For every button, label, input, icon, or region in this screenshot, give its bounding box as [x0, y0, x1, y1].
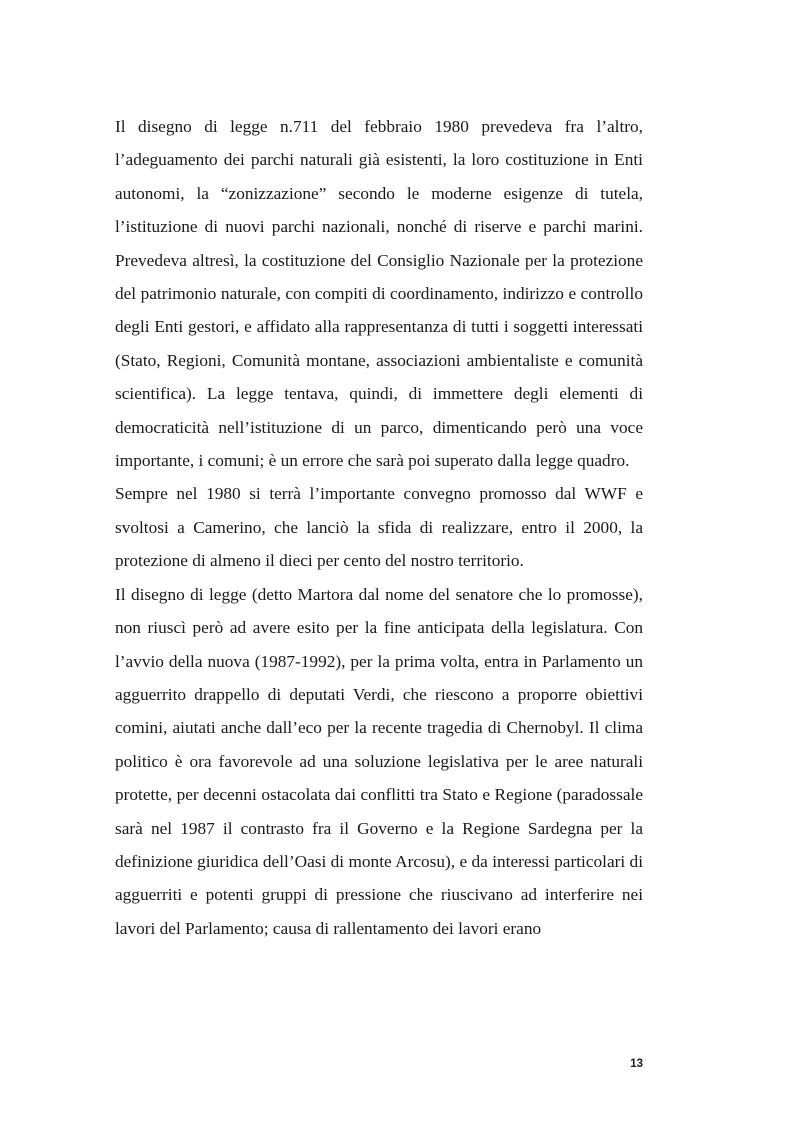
paragraph-2: Sempre nel 1980 si terrà l’importante convegno promosso dal WWF e svoltosi a Camerino, che lanciò la sfida di realizzare, entro il 2000, la protezione di almeno il dieci per cento del nostro territorio. [115, 484, 643, 571]
paragraph-1: Il disegno di legge n.711 del febbraio 1980 prevedeva fra l’altro, l’adeguamento dei parchi naturali già esistenti, la loro costituzione in Enti autonomi, la “zonizzazione” secondo le moderne esigenze di tutela, l’istituzione di nuovi parchi nazionali, nonché di riserve e parchi marini. Prevedeva altresì, la costituzione del Consiglio Nazionale per la protezione del patrimonio naturale, con compiti di coordinamento, indirizzo e controllo degli Enti gestori, e affidato alla rappresentanza di tutti i soggetti interessati (Stato, Regioni, Comunità montane, associazioni ambientaliste e comunità scientifica). La legge tentava, quindi, di immettere degli elementi di democraticità nell’istituzione di un parco, dimenticando però una voce importante, i comuni; è un errore che sarà poi superato dalla legge quadro. [115, 117, 643, 471]
page-number: 13 [630, 1058, 643, 1070]
paragraph-3: Il disegno di legge (detto Martora dal nome del senatore che lo promosse), non riuscì però ad avere esito per la fine anticipata della legislatura. Con l’avvio della nuova (1987-1992), per la prima volta, entra in Parlamento un agguerrito drappello di deputati Verdi, che riescono a proporre obiettivi comini, aiutati anche dall’eco per la recente tragedia di Chernobyl. Il clima politico è ora favorevole ad una soluzione legislativa per le aree naturali protette, per decenni ostacolata dai conflitti tra Stato e Regione (paradossale sarà nel 1987 il contrasto fra il Governo e la Regione Sardegna per la definizione giuridica dell’Oasi di monte Arcosu), e da interessi particolari di agguerriti e potenti gruppi di pressione che riuscivano ad interferire nei lavori del Parlamento; causa di rallentamento dei lavori erano [115, 584, 643, 938]
body-text [115, 110, 643, 945]
